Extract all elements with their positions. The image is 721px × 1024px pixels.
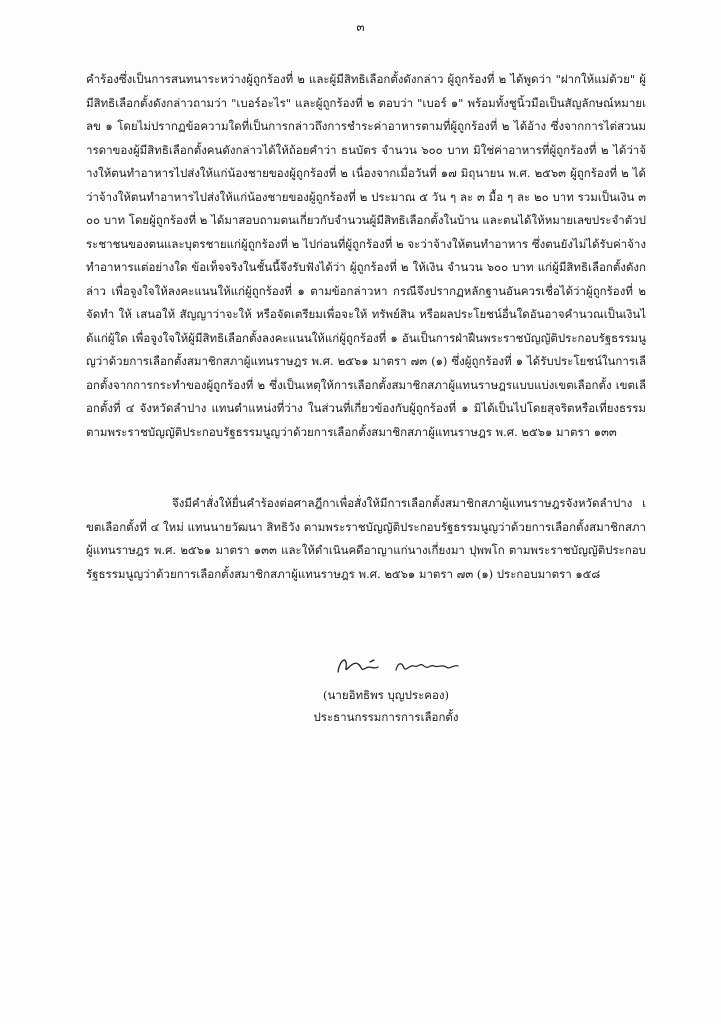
paragraph-order [86,492,646,586]
paragraph-order-text: จึงมีคำสั่งให้ยื่นคำร้องต่อศาลฎีกาเพื่อสั่งให้มีการเลือกตั้งสมาชิกสภาผู้แทนราษฎรจังหวัดลำปาง เขตเลือกตั้งที่ ๔ ใหม่ แทนนายวัฒนา สิทธิวัง ตามพระราชบัญญัติประกอบรัฐธรรมนูญว่าด้วยการเลือกตั้งสมาชิกสภาผู้แทนราษฎร พ.ศ. ๒๕๖๑ มาตรา ๑๓๓ และให้ดำเนินคดีอาญาแก่นางเกี่ยงมา ปุพพโก ตามพระราชบัญญัติประกอบรัฐธรรมนูญว่าด้วยการเลือกตั้งสมาชิกสภาผู้แทนราษฎร พ.ศ. ๒๕๖๑ มาตรา ๗๓ (๑) ประกอบมาตรา ๑๕๘ [86,496,646,581]
page-number: ๓ [356,20,365,34]
signer-title: ประธานกรรมการการเลือกตั้ง [313,710,459,724]
paragraph-findings: คำร้องซึ่งเป็นการสนทนาระหว่างผู้ถูกร้องที่ ๒ และผู้มีสิทธิเลือกตั้งดังกล่าว ผู้ถูกร้องที่ ๒ ได้พูดว่า "ฝากให้แม่ด้วย" ผู้มีสิทธิเลือกตั้งดังกล่าวถามว่า "เบอร์อะไร" และผู้ถูกร้องที่ ๒ ตอบว่า "เบอร์ ๑" พร้อมทั้งชูนิ้วมือเป็นสัญลักษณ์หมายเลข ๑ โดยไม่ปรากฏข้อความใดที่เป็นการกล่าวถึงการชำระค่าอาหารตามที่ผู้ถูกร้องที่ ๒ ได้อ้าง ซึ่งจากการไต่สวนมารดาของผู้มีสิทธิเลือกตั้งคนดังกล่าวได้ให้ถ้อยคำว่า ธนบัตร จำนวน ๖๐๐ บาท มิใช่ค่าอาหารที่ผู้ถูกร้องที่ ๒ ได้ว่าจ้างให้ตนทำอาหารไปส่งให้แก่น้องชายของผู้ถูกร้องที่ ๒ เนื่องจากเมื่อวันที่ ๑๗ มิถุนายน พ.ศ. ๒๕๖๓ ผู้ถูกร้องที่ ๒ ได้ว่าจ้างให้ตนทำอาหารไปส่งให้แก่น้องชายของผู้ถูกร้องที่ ๒ ประมาณ ๕ วัน ๆ ละ ๓ มื้อ ๆ ละ ๒๐ บาท รวมเป็นเงิน ๓๐๐ บาท โดยผู้ถูกร้องที่ ๒ ได้มาสอบถามตนเกี่ยวกับจำนวนผู้มีสิทธิเลือกตั้งในบ้าน และตนได้ให้หมายเลขประจำตัวประชาชนของตนและบุตรชายแก่ผู้ถูกร้องที่ ๒ ไปก่อนที่ผู้ถูกร้องที่ ๒ จะว่าจ้างให้ตนทำอาหาร ซึ่งตนยังไม่ได้รับค่าจ้างทำอาหารแต่อย่างใด ข้อเท็จจริงในชั้นนี้จึงรับฟังได้ว่า ผู้ถูกร้องที่ ๒ ให้เงิน จำนวน ๖๐๐ บาท แก่ผู้มีสิทธิเลือกตั้งดังกล่าว เพื่อจูงใจให้ลงคะแนนให้แก่ผู้ถูกร้องที่ ๑ ตามข้อกล่าวหา กรณีจึงปรากฏหลักฐานอันควรเชื่อได้ว่าผู้ถูกร้องที่ ๒ จัดทำ ให้ เสนอให้ สัญญาว่าจะให้ หรือจัดเตรียมเพื่อจะให้ ทรัพย์สิน หรือผลประโยชน์อื่นใดอันอาจคำนวณเป็นเงินได้แก่ผู้ใด เพื่อจูงใจให้ผู้มีสิทธิเลือกตั้งลงคะแนนให้แก่ผู้ถูกร้องที่ ๑ อันเป็นการฝ่าฝืนพระราชบัญญัติประกอบรัฐธรรมนูญว่าด้วยการเลือกตั้งสมาชิกสภาผู้แทนราษฎร พ.ศ. ๒๕๖๑ มาตรา ๗๓ (๑) ซึ่งผู้ถูกร้องที่ ๑ ได้รับประโยชน์ในการเลือกตั้งจากการกระทำของผู้ถูกร้องที่ ๒ ซึ่งเป็นเหตุให้การเลือกตั้งสมาชิกสภาผู้แทนราษฎรแบบแบ่งเขตเลือกตั้ง เขตเลือกตั้งที่ ๔ จังหวัดลำปาง แทนตำแหน่งที่ว่าง ในส่วนที่เกี่ยวข้องกับผู้ถูกร้องที่ ๑ มิได้เป็นไปโดยสุจริตหรือเที่ยงธรรม ตามพระราชบัญญัติประกอบรัฐธรรมนูญว่าด้วยการเลือกตั้งสมาชิกสภาผู้แทนราษฎร พ.ศ. ๒๕๖๑ มาตรา ๑๓๓ [86,72,646,439]
signer-name: (นายอิทธิพร บุญประคอง) [323,688,449,702]
handwritten-signature [330,650,480,680]
